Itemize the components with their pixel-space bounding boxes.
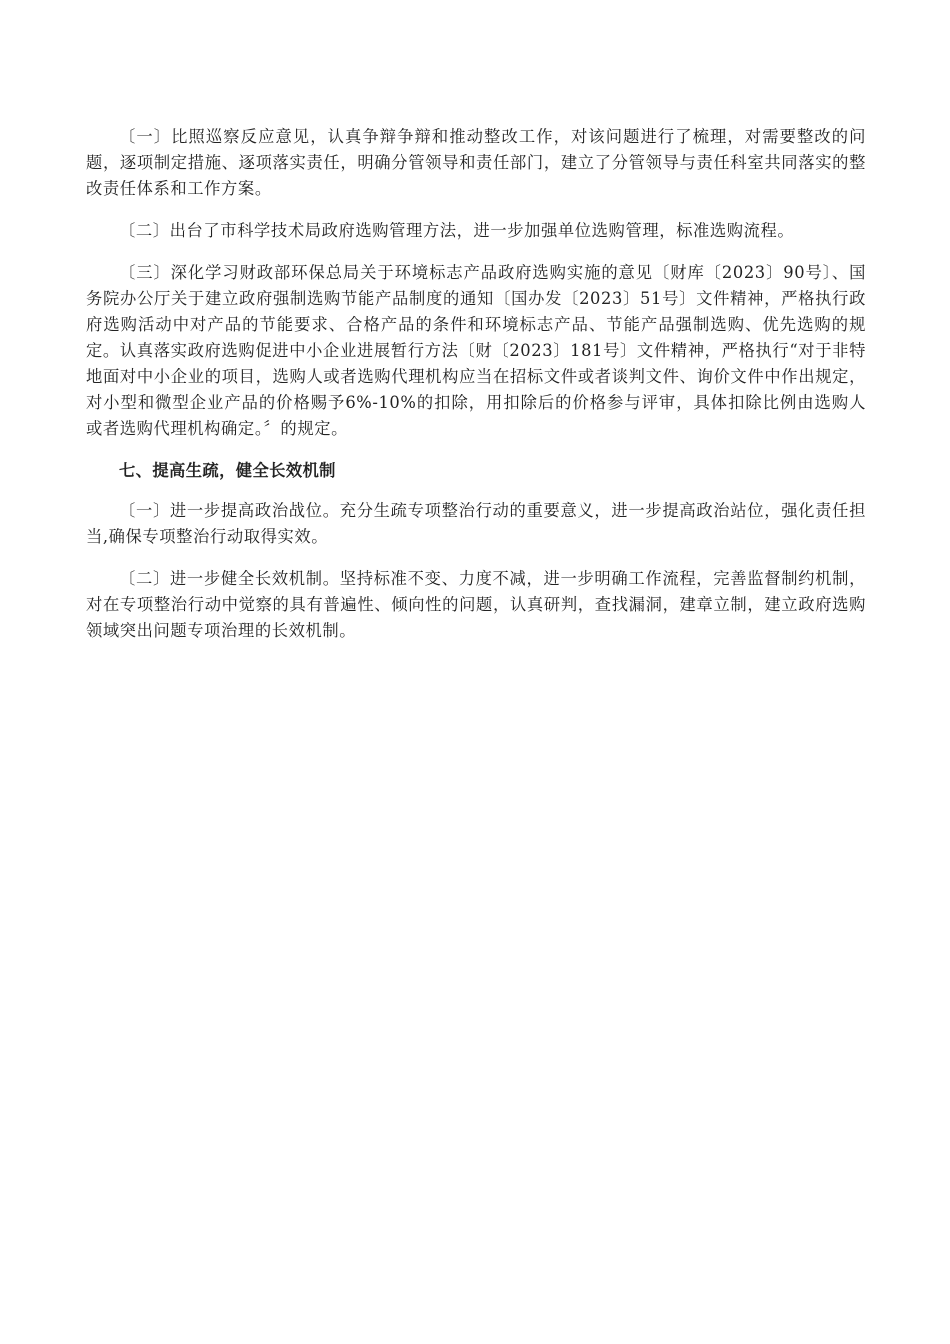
paragraph-long-term-mechanism: 〔二〕进一步健全长效机制。坚持标准不变、力度不减，进一步明确工作流程，完善监督制约机制，对在专项整治行动中觉察的具有普遍性、倾向性的问题，认真研判，查找漏洞，建章立制，建立政府选购领域突出问题专项治理的长效机制。	[86, 569, 866, 640]
paragraph-procurement-method: 〔二〕出台了市科学技术局政府选购管理方法，进一步加强单位选购管理，标准选购流程。	[119, 221, 795, 240]
paragraph-rectification-review: 〔一〕比照巡察反应意见，认真争辩争辩和推动整改工作，对该问题进行了梳理，对需要整改的问题，逐项制定措施、逐项落实责任，明确分管领导和责任部门，建立了分管领导与责任科室共同落实的整改责任体系和工作方案。	[86, 127, 866, 198]
section-heading: 七、提高生疏，健全长效机制	[119, 461, 336, 480]
paragraph-political-position: 〔一〕进一步提高政治战位。充分生疏专项整治行动的重要意义，进一步提高政治站位，强化责任担当,确保专项整治行动取得实效。	[86, 501, 866, 546]
paragraph-policy-study: 〔三〕深化学习财政部环保总局关于环境标志产品政府选购实施的意见〔财库〔2023〕90号〕、国务院办公厅关于建立政府强制选购节能产品制度的通知〔国办发〔2023〕51号〕文件精神，严格执行政府选购活动中对产品的节能要求、合格产品的条件和环境标志产品、节能产品强制选购、优先选购的规定。认真落实政府选购促进中小企业进展暂行方法〔财〔2023〕181号〕文件精神，严格执行“对于非特地面对中小企业的项目，选购人或者选购代理机构应当在招标文件或者谈判文件、询价文件中作出规定，对小型和微型企业产品的价格赐予6%-10%的扣除，用扣除后的价格参与评审，具体扣除比例由选购人或者选购代理机构确定。〞的规定。	[86, 263, 866, 438]
document-body	[86, 124, 866, 660]
